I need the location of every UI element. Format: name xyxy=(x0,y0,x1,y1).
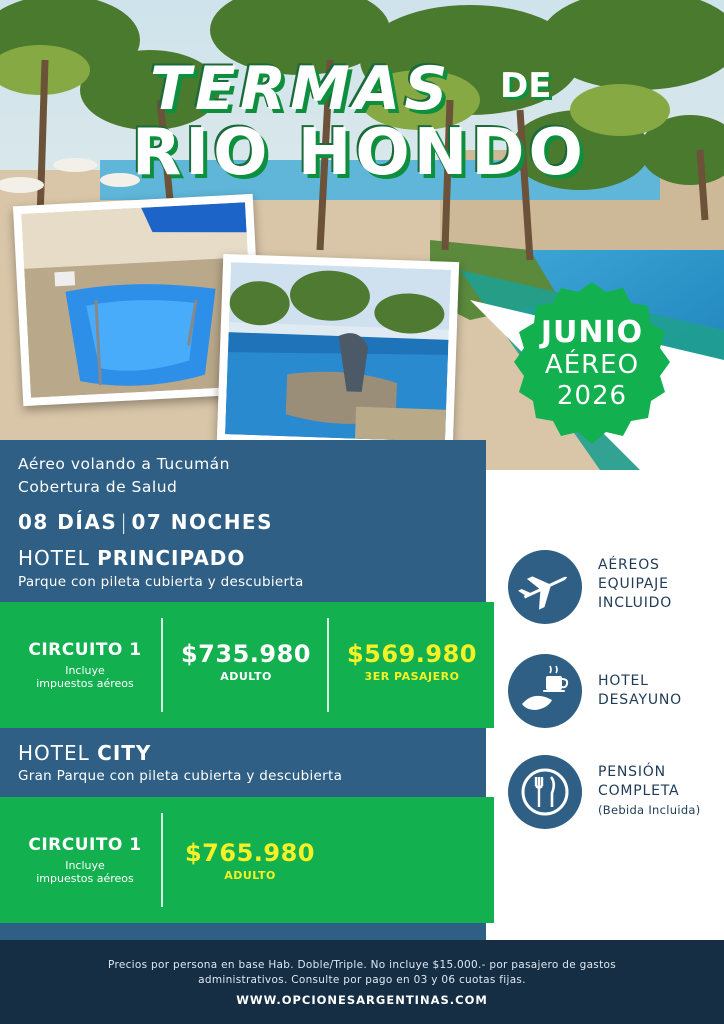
circuit-note-line-2: impuestos aéreos xyxy=(36,872,134,885)
adult-price-cell xyxy=(166,640,326,683)
badge-month: JUNIO xyxy=(540,315,644,350)
price-row-city xyxy=(0,797,494,923)
circuit-note-line-2: impuestos aéreos xyxy=(36,677,134,690)
health-coverage: Cobertura de Salud xyxy=(18,478,178,496)
hotel-city-heading xyxy=(18,741,151,765)
hotel-name: PRINCIPADO xyxy=(97,546,246,570)
feature-line: COMPLETA xyxy=(598,783,680,799)
feature-breakfast xyxy=(508,654,722,732)
feature-breakfast-text xyxy=(598,672,682,710)
feature-line: PENSIÓN xyxy=(598,764,666,780)
badge-mode: AÉREO xyxy=(544,350,640,380)
column-divider xyxy=(161,618,163,712)
outdoor-pool-photo xyxy=(217,254,459,450)
trip-duration xyxy=(18,510,273,534)
third-passenger-price: $569.980 xyxy=(346,640,477,668)
breakfast-icon xyxy=(508,654,582,728)
adult-price-cell xyxy=(170,839,330,882)
feature-full-board xyxy=(508,755,722,833)
footer-disclaimer: Precios por persona en base Hab. Doble/Triple. No incluye $15.000.- por pasajero de gastos administrativos. Consulte por pago en 03 y 06 cuotas fijas. xyxy=(108,959,616,986)
adult-price: $735.980 xyxy=(180,640,311,668)
title-line-2: RIO HONDO xyxy=(132,116,587,190)
feature-line: DESAYUNO xyxy=(598,692,682,708)
feature-flights xyxy=(508,550,722,628)
third-passenger-label: 3ER PASAJERO xyxy=(364,670,460,683)
circuit-note xyxy=(10,859,160,885)
circuit-note xyxy=(10,664,160,690)
feature-line: INCLUIDO xyxy=(598,595,673,611)
hotel-prefix: HOTEL xyxy=(18,546,90,570)
feature-line: AÉREOS xyxy=(598,557,660,573)
badge-year: 2026 xyxy=(556,381,628,411)
hotel-name: CITY xyxy=(97,741,152,765)
feature-full-board-text xyxy=(598,763,701,820)
plate-cutlery-icon xyxy=(508,755,582,829)
hotel-principado-heading xyxy=(18,546,245,570)
circuit-title: CIRCUITO 1 xyxy=(28,835,142,855)
adult-price-label: ADULTO xyxy=(224,869,276,882)
adult-price: $765.980 xyxy=(184,839,315,867)
column-divider xyxy=(327,618,329,712)
feature-line: EQUIPAJE xyxy=(598,576,669,592)
days-label: 08 DÍAS xyxy=(18,510,118,534)
column-divider xyxy=(161,813,163,907)
third-passenger-price-cell xyxy=(332,640,492,683)
airplane-icon xyxy=(508,550,582,624)
circuit-title: CIRCUITO 1 xyxy=(28,640,142,660)
footer xyxy=(0,940,724,1024)
feature-line: HOTEL xyxy=(598,673,649,689)
hotel-city-description: Gran Parque con pileta cubierta y descubierta xyxy=(18,768,343,784)
adult-price-label: ADULTO xyxy=(220,670,272,683)
title-line-1: TERMAS xyxy=(150,54,452,124)
duration-separator: | xyxy=(120,510,129,534)
feature-flights-text xyxy=(598,556,672,613)
flight-info: Aéreo volando a Tucumán xyxy=(18,455,231,473)
nights-label: 07 NOCHES xyxy=(131,510,274,534)
hotel-principado-description: Parque con pileta cubierta y descubierta xyxy=(18,574,304,590)
hotel-prefix: HOTEL xyxy=(18,741,90,765)
title-connector: DE xyxy=(500,66,552,106)
circuit-cell xyxy=(10,640,160,690)
price-row-principado xyxy=(0,602,494,728)
website-link[interactable]: WWW.OPCIONESARGENTINAS.COM xyxy=(236,993,488,1007)
date-badge xyxy=(506,278,678,450)
circuit-cell xyxy=(10,835,160,885)
circuit-note-line-1: Incluye xyxy=(65,859,105,872)
circuit-note-line-1: Incluye xyxy=(65,664,105,677)
feature-note: (Bebida Incluida) xyxy=(598,803,701,817)
